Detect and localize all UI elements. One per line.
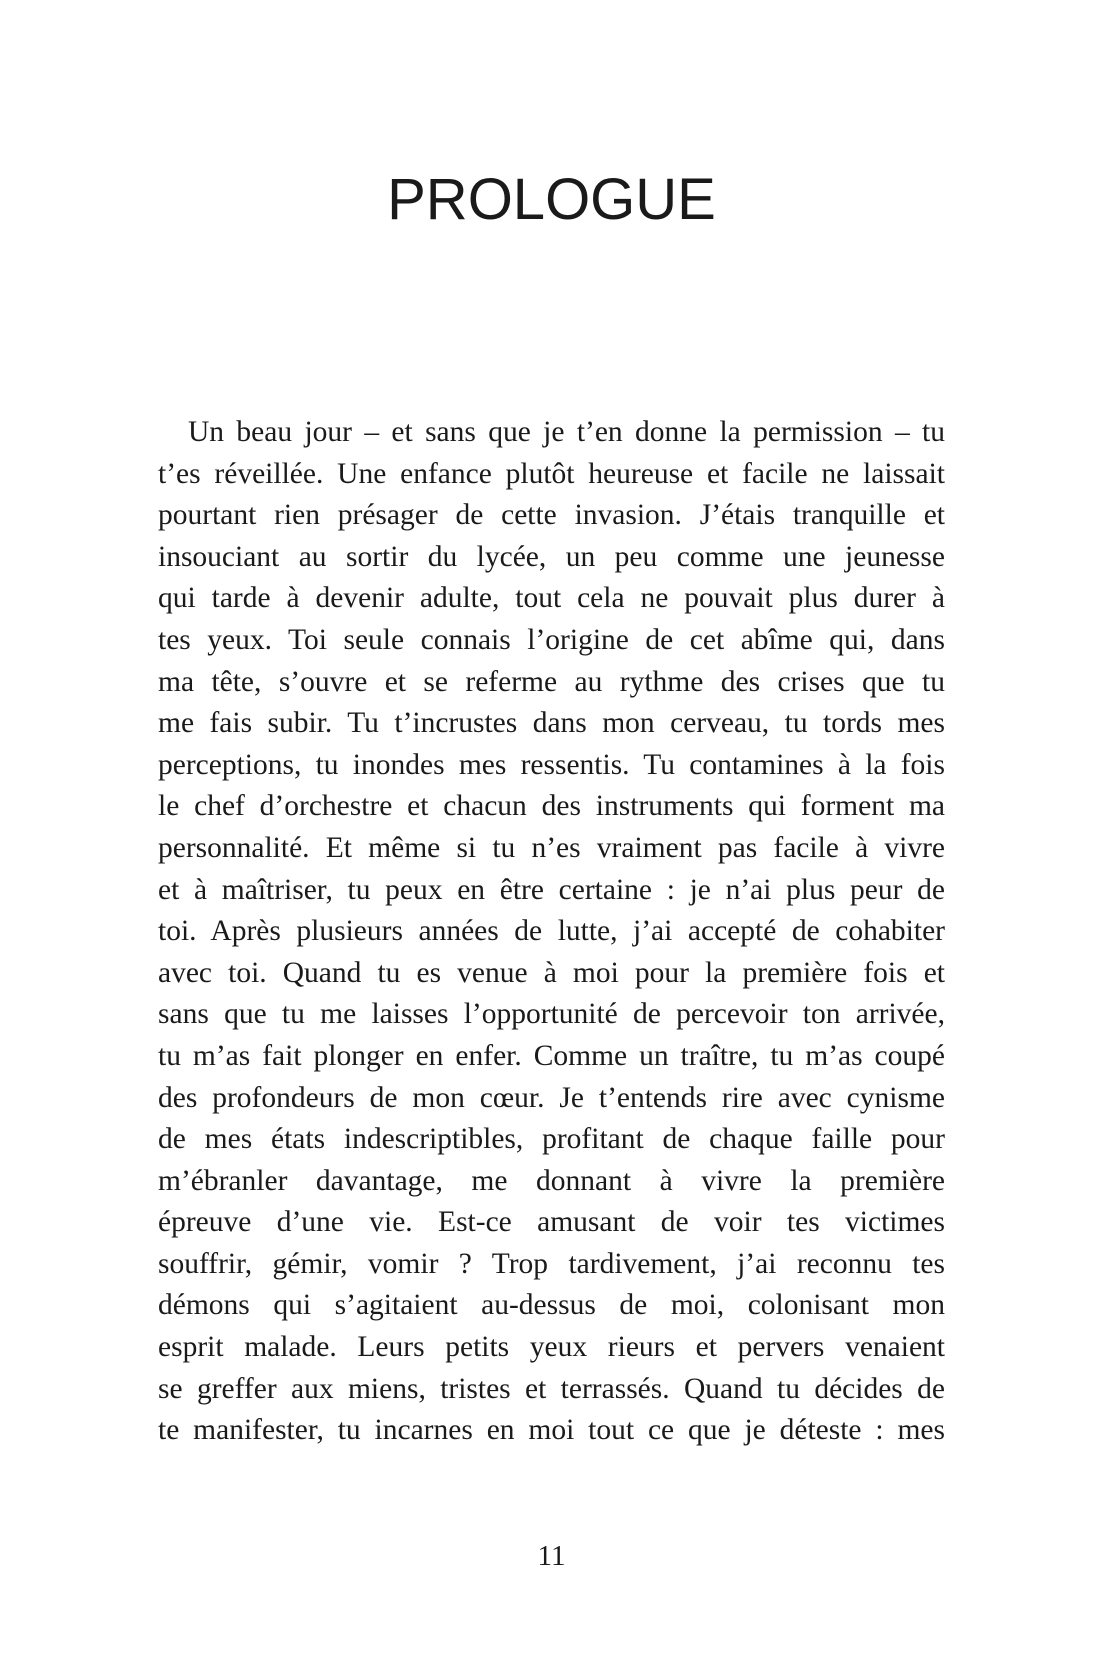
text-line: insouciant au sortir du lycée, un peu comme une jeunesse	[158, 540, 945, 573]
text-line: démons qui s’agitaient au-dessus de moi, colonisant mon	[158, 1289, 945, 1322]
text-line: t’es réveillée. Une enfance plutôt heureuse et facile ne laissait	[158, 457, 945, 490]
text-line: me fais subir. Tu t’incrustes dans mon cerveau, tu tords mes	[158, 707, 945, 740]
text-line: te manifester, tu incarnes en moi tout ce que je déteste : mes	[158, 1414, 945, 1447]
text-line: m’ébranler davantage, me donnant à vivre la première	[158, 1164, 945, 1197]
text-line: avec toi. Quand tu es venue à moi pour la première fois et	[158, 956, 945, 989]
text-line: qui tarde à devenir adulte, tout cela ne pouvait plus durer à	[158, 582, 945, 615]
page-title: PROLOGUE	[387, 167, 716, 232]
text-line: et à maîtriser, tu peux en être certaine : je n’ai plus peur de	[158, 873, 945, 906]
text-line: de mes états indescriptibles, profitant de chaque faille pour	[158, 1123, 945, 1156]
text-line: pourtant rien présager de cette invasion. J’étais tranquille et	[158, 499, 945, 532]
text-line: souffrir, gémir, vomir ? Trop tardivement, j’ai reconnu tes	[158, 1247, 945, 1280]
page-number: 11	[537, 1540, 566, 1572]
text-line: toi. Après plusieurs années de lutte, j’ai accepté de cohabiter	[158, 915, 945, 948]
text-line: Un beau jour – et sans que je t’en donne la permission – tu	[188, 416, 945, 448]
text-line: personnalité. Et même si tu n’es vraiment pas facile à vivre	[158, 831, 945, 864]
text-line: ma tête, s’ouvre et se referme au rythme des crises que tu	[158, 665, 945, 698]
text-line: le chef d’orchestre et chacun des instruments qui forment ma	[158, 790, 945, 823]
text-line: des profondeurs de mon cœur. Je t’entends rire avec cynisme	[158, 1081, 945, 1114]
text-line: tu m’as fait plonger en enfer. Comme un traître, tu m’as coupé	[158, 1039, 945, 1072]
text-line: tes yeux. Toi seule connais l’origine de cet abîme qui, dans	[158, 623, 945, 656]
text-line: sans que tu me laisses l’opportunité de percevoir ton arrivée,	[158, 998, 945, 1031]
text-line: esprit malade. Leurs petits yeux rieurs et pervers venaient	[158, 1331, 945, 1364]
text-line: perceptions, tu inondes mes ressentis. Tu contamines à la fois	[158, 748, 945, 781]
text-line: épreuve d’une vie. Est-ce amusant de voir tes victimes	[158, 1206, 945, 1239]
body-paragraph	[158, 412, 945, 1452]
text-line: se greffer aux miens, tristes et terrassés. Quand tu décides de	[158, 1372, 945, 1405]
